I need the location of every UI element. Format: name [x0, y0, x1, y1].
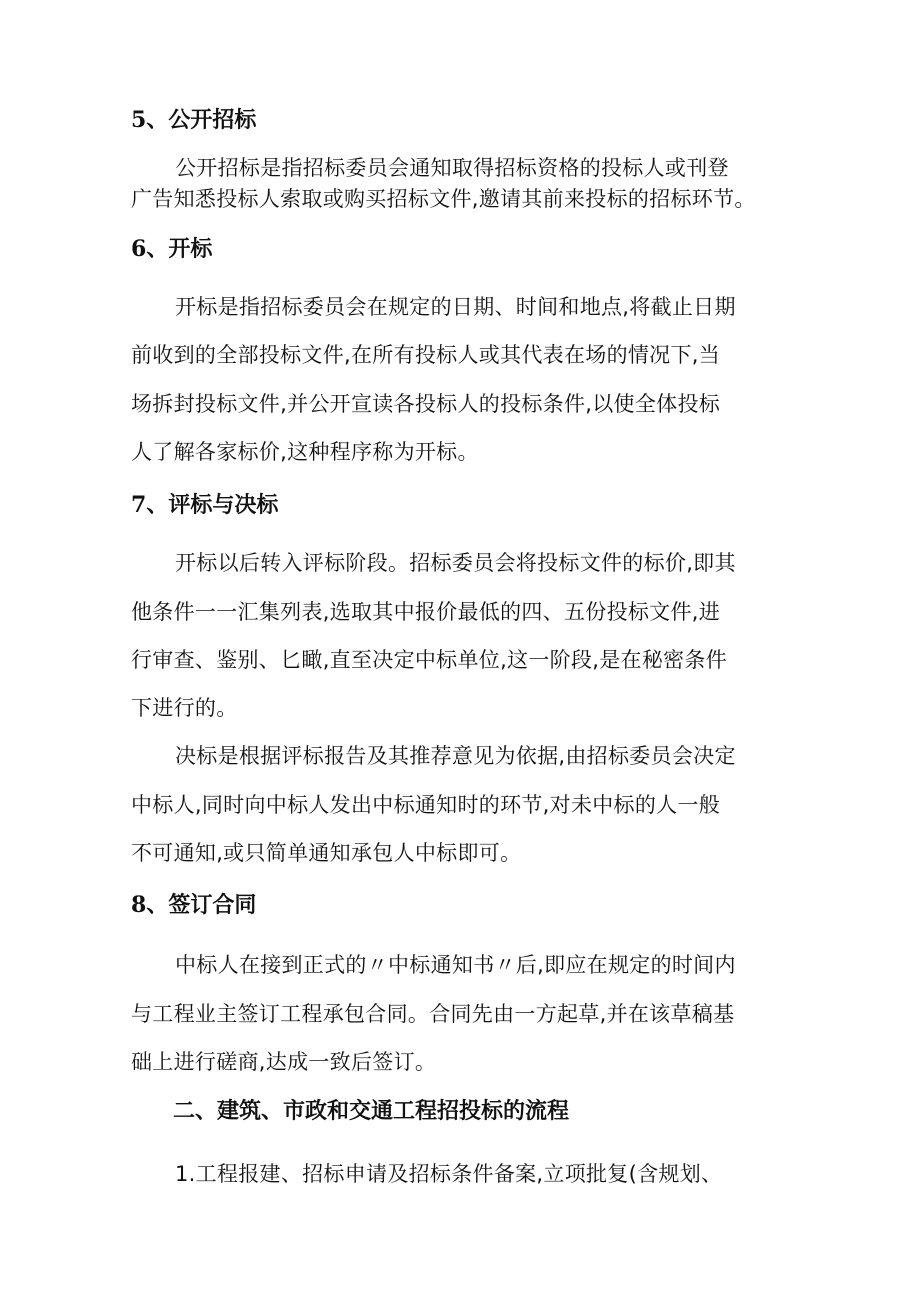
section-number: 8 [131, 892, 147, 918]
section-title: 、签订合同 [146, 893, 257, 918]
list-item: 1.工程报建、招标申请及招标条件备案,立项批复(含规划、 [175, 1162, 723, 1186]
section-number: 6 [131, 236, 147, 262]
paragraph-line: 行审查、鉴别、匕瞰,直至决定中标单位,这一阶段,是在秘密条件 [131, 648, 728, 672]
section-number: 5 [131, 107, 147, 133]
section-number: 7 [131, 492, 147, 518]
paragraph-line: 公开招标是指招标委员会通知取得招标资格的投标人或刊登 [175, 156, 729, 180]
paragraph-line: 开标以后转入评标阶段。招标委员会将投标文件的标价,即其 [175, 551, 736, 575]
paragraph-line: 与工程业主签订工程承包合同。合同先由一方起草,并在该草稿基 [131, 1002, 735, 1026]
paragraph-line: 决标是根据评标报告及其推荐意见为依据,由招标委员会决定 [175, 744, 736, 768]
paragraph-line: 础上进行磋商,达成一致后签订。 [131, 1050, 437, 1074]
paragraph-line: 他条件一一汇集列表,选取其中报价最低的四、五份投标文件,进 [131, 600, 721, 624]
section-7-heading [131, 494, 278, 517]
paragraph-line: 中标人在接到正式的〃中标通知书〃后,即应在规定的时间内 [175, 953, 736, 977]
section-title: 、评标与决标 [146, 493, 279, 518]
paragraph-line: 开标是指招标委员会在规定的日期、时间和地点,将截止日期 [175, 295, 736, 319]
section-title: 、开标 [146, 237, 213, 262]
paragraph-line: 中标人,同时向中标人发出中标通知时的环节,对未中标的人一般 [131, 793, 721, 817]
paragraph-line: 场拆封投标文件,并公开宣读各投标人的投标条件,以使全体投标 [131, 392, 721, 416]
section-title: 、公开招标 [146, 108, 257, 133]
section-8-heading [131, 894, 256, 917]
paragraph-line: 前收到的全部投标文件,在所有投标人或其代表在场的情况下,当 [131, 343, 721, 367]
section-6-heading [131, 238, 212, 261]
paragraph-line: 下进行的。 [131, 696, 238, 720]
paragraph-line: 不可通知,或只简单通知承包人中标即可。 [131, 841, 522, 865]
section-5-heading [131, 109, 256, 132]
paragraph-line: 人了解各家标价,这种程序称为开标。 [131, 440, 479, 464]
part-2-heading: 二、建筑、市政和交通工程招投标的流程 [173, 1099, 570, 1124]
paragraph-line: 广告知悉投标人索取或购买招标文件,邀请其前来投标的招标环节。 [131, 187, 756, 211]
